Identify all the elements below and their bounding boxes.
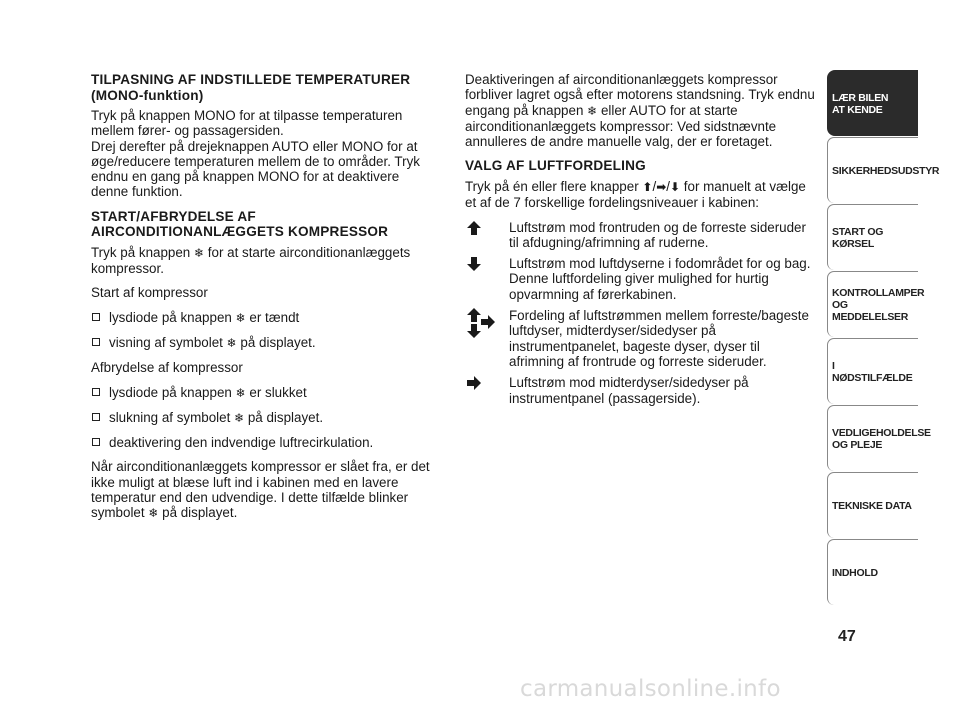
watermark: carmanualsonline.info [520, 676, 781, 702]
arrow-right-icon: ➡ [656, 179, 667, 194]
snowflake-icon: ❄ [235, 385, 246, 400]
combined-arrows-icon [465, 308, 495, 338]
tab-kontrollamper[interactable]: KONTROLLAMPER OG MEDDELELSER [827, 271, 918, 337]
list-item: deaktivering den indvendige luftrecirkulation. [91, 435, 439, 450]
snowflake-icon: ❄ [148, 506, 159, 521]
arrow-down-icon [465, 256, 495, 286]
paragraph: Deaktiveringen af airconditionanlæggets kompressor forbliver lagret også efter motorens standsning. Tryk endnu engang på knappen ❄ eller AUTO for at starte airconditionanlæggets kompressor: Ved sidstnævnte annulleres de andre manuelle valg, der er foretaget. [465, 72, 815, 150]
chapter-tabs [827, 70, 940, 606]
list-item: lysdiode på knappen ❄ er tændt [91, 310, 439, 326]
heading-air-distribution: VALG AF LUFTFORDELING [465, 158, 646, 174]
paragraph: Tryk på knappen MONO for at tilpasse temperaturen mellem fører- og passagersiden. [91, 108, 403, 139]
arrow-up-icon: ⬆ [642, 179, 653, 194]
tab-vedligeholdelse[interactable]: VEDLIGEHOLDELSE OG PLEJE [827, 405, 918, 471]
page-number: 47 [838, 628, 856, 645]
tab-laer-bilen-at-kende[interactable]: LÆR BILEN AT KENDE [827, 70, 918, 136]
paragraph: Når airconditionanlæggets kompressor er slået fra, er det ikke muligt at blæse luft ind i kabinen med en lavere temperatur end den udvendige. I dette tilfælde blinker symbolet ❄ på displayet. [91, 459, 430, 521]
middle-column [465, 72, 817, 412]
left-column [91, 72, 439, 531]
snowflake-icon: ❄ [235, 310, 246, 325]
snowflake-icon: ❄ [234, 410, 245, 425]
subheading-start: Start af kompressor [91, 285, 208, 301]
paragraph: Tryk på én eller flere knapper ⬆/➡/⬇ for manuelt at vælge et af de 7 forskellige fordelingsniveauer i kabinen: [465, 178, 806, 211]
paragraph: Drej derefter på drejeknappen AUTO eller MONO for at øge/reducere temperaturen mellem de to områder. Tryk endnu en gang på knappen MONO for at deaktivere denne funktion. [91, 138, 420, 200]
arrow-down-icon: ⬇ [670, 179, 681, 194]
arrow-up-icon [465, 220, 495, 250]
tab-sikkerhedsudstyr[interactable]: SIKKERHEDSUDSTYR [827, 137, 918, 203]
distribution-item-windshield: Luftstrøm mod frontruden og de forreste sideruder til afdugning/afrimning af ruderne. [465, 220, 817, 251]
arrow-right-icon [465, 375, 495, 405]
snowflake-icon: ❄ [587, 103, 598, 118]
subheading-stop: Afbrydelse af kompressor [91, 360, 243, 376]
paragraph: Tryk på knappen ❄ for at starte airconditionanlæggets kompressor. [91, 244, 411, 277]
heading-compressor: START/AFBRYDELSE AF AIRCONDITIONANLÆGGETS KOMPRESSOR [91, 208, 389, 240]
distribution-item-dashboard: Luftstrøm mod midterdyser/sidedyser på instrumentpanel (passagerside). [465, 375, 817, 406]
tab-i-nodstilfaelde[interactable]: I NØDSTILFÆLDE [827, 338, 918, 404]
tab-indhold[interactable]: INDHOLD [827, 539, 918, 605]
list-item: lysdiode på knappen ❄ er slukket [91, 385, 439, 401]
snowflake-icon: ❄ [226, 335, 237, 350]
list-item: visning af symbolet ❄ på displayet. [91, 335, 439, 351]
heading-mono: TILPASNING AF INDSTILLEDE TEMPERATURER (MONO-funktion) [91, 72, 411, 103]
distribution-item-footwell: Luftstrøm mod luftdyserne i fodområdet for og bag. Denne luftfordeling giver mulighed for hurtig opvarmning af førerkabinen. [465, 256, 817, 302]
tab-start-og-korsel[interactable]: START OG KØRSEL [827, 204, 918, 270]
tab-tekniske-data[interactable]: TEKNISKE DATA [827, 472, 918, 538]
snowflake-icon: ❄ [193, 245, 205, 260]
distribution-item-combined: Fordeling af luftstrømmen mellem forreste/bageste luftdyser, midterdyser/sidedyser på instrumentpanelet, bageste dyser, dyser til afrimning af frontrude og forreste sideruder. [465, 308, 817, 369]
list-item: slukning af symbolet ❄ på displayet. [91, 410, 439, 426]
